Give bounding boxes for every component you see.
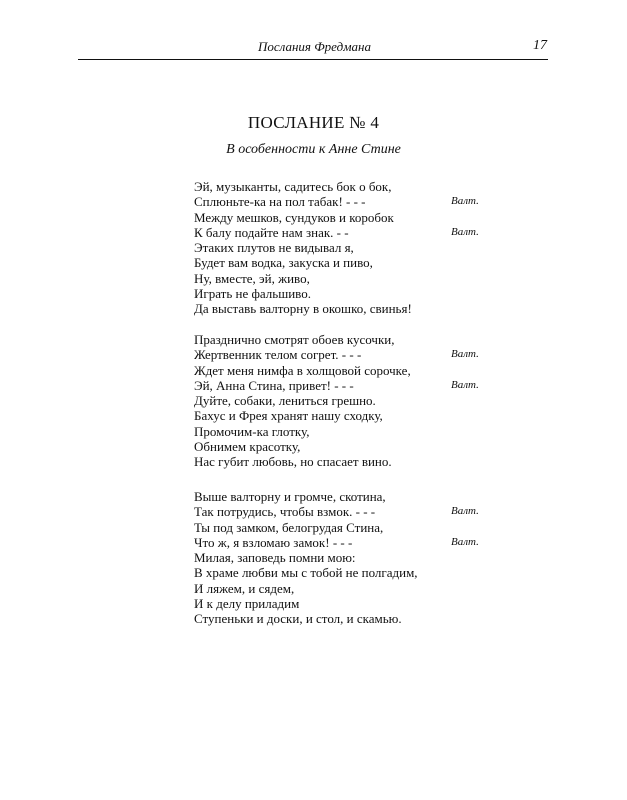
header-rule	[78, 59, 548, 60]
verse-text: Играть не фальшиво.	[194, 286, 311, 302]
poem-title: ПОСЛАНИЕ № 4	[247, 113, 380, 132]
verse-text: Промочим-ка глотку,	[194, 423, 310, 439]
poem-subtitle: В особенности к Анне Стине	[226, 142, 401, 157]
verse-text: Что ж, я взломаю замок! - - -	[194, 534, 353, 550]
verse-line	[194, 255, 494, 270]
verse-line	[194, 210, 494, 225]
verse-line	[194, 520, 494, 535]
verse-text: Ты под замком, белогрудая Стина,	[194, 519, 384, 535]
margin-note: Валт.	[451, 195, 479, 208]
verse-text: И к делу приладим	[194, 596, 300, 612]
verse-line	[194, 271, 494, 286]
verse-line	[194, 393, 494, 408]
verse-line	[194, 301, 494, 316]
verse-text: Ступеньки и доски, и стол, и скамью.	[194, 611, 402, 627]
verse-line	[194, 240, 494, 255]
verse-line	[194, 611, 494, 626]
verse-line	[194, 378, 494, 393]
verse-line	[194, 424, 494, 439]
verse-line	[194, 179, 494, 194]
verse-line	[194, 535, 494, 550]
verse-line	[194, 565, 494, 580]
verse-text: И ляжем, и сядем,	[194, 580, 295, 596]
verse-line	[194, 332, 494, 347]
verse-text: Да выставь валторну в окошко, свинья!	[194, 301, 412, 317]
verse-line	[194, 439, 494, 454]
verse-text: Будет вам водка, закуска и пиво,	[194, 255, 373, 271]
stanza-3	[194, 489, 494, 627]
verse-line	[194, 408, 494, 423]
verse-text: Милая, заповедь помни мою:	[194, 550, 356, 566]
verse-text: В храме любви мы с тобой не полгадим,	[194, 565, 418, 581]
verse-text: Ждет меня нимфа в холщовой сорочке,	[194, 362, 411, 378]
verse-text: Между мешков, сундуков и коробок	[194, 209, 394, 225]
margin-note: Валт.	[451, 505, 479, 518]
stanza-2	[194, 332, 494, 470]
verse-line	[194, 596, 494, 611]
verse-line	[194, 581, 494, 596]
verse-line	[194, 286, 494, 301]
verse-text: Дуйте, собаки, лениться грешно.	[194, 393, 376, 409]
verse-text: Обнимем красотку,	[194, 439, 301, 455]
verse-text: Бахус и Фрея хранят нашу сходку,	[194, 408, 383, 424]
verse-line	[194, 194, 494, 209]
verse-text: Нас губит любовь, но спасает вино.	[194, 454, 392, 470]
verse-text: Эй, музыканты, садитесь бок о бок,	[194, 179, 392, 194]
verse-text: К балу подайте нам знак. - -	[194, 224, 349, 240]
verse-line	[194, 504, 494, 519]
page-number: 17	[533, 38, 547, 53]
verse-line	[194, 489, 494, 504]
verse-text: Сплюньте-ка на пол табак! - - -	[194, 194, 366, 210]
verse-text: Выше валторну и громче, скотина,	[194, 489, 386, 504]
running-title: Послания Фредмана	[258, 39, 371, 54]
margin-note: Валт.	[451, 225, 479, 238]
verse-line	[194, 454, 494, 469]
verse-text: Эй, Анна Стина, привет! - - -	[194, 377, 354, 393]
verse-line	[194, 347, 494, 362]
verse-line	[194, 550, 494, 565]
margin-note: Валт.	[451, 535, 479, 548]
margin-note: Валт.	[451, 378, 479, 391]
verse-text: Жертвенник телом согрет. - - -	[194, 347, 362, 363]
verse-text: Ну, вместе, эй, живо,	[194, 270, 310, 286]
stanza-1	[194, 179, 494, 317]
verse-text: Празднично смотрят обоев кусочки,	[194, 332, 395, 347]
verse-text: Так потрудись, чтобы взмок. - - -	[194, 504, 376, 520]
verse-text: Этаких плутов не видывал я,	[194, 240, 354, 256]
verse-line	[194, 363, 494, 378]
margin-note: Валт.	[451, 348, 479, 361]
verse-line	[194, 225, 494, 240]
